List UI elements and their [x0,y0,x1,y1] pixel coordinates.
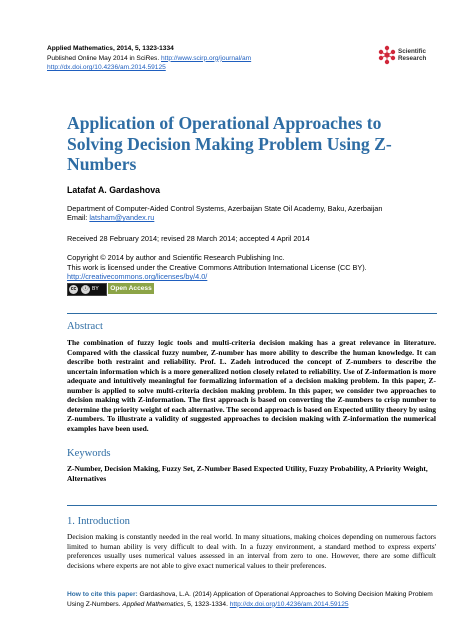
scientific-research-logo [377,45,447,67]
open-access-badge[interactable]: Open Access [108,283,154,294]
author-name: Latafat A. Gardashova [67,185,161,195]
copyright-line: Copyright © 2014 by author and Scientific Research Publishing Inc. [67,253,285,262]
journal-header [47,44,387,73]
introduction-heading: 1. Introduction [67,516,130,527]
section-divider [67,505,437,506]
citation-label: How to cite this paper: [67,591,138,598]
logo-text [398,48,426,62]
email-label: Email: [67,213,90,223]
logo-line1: Scientific [398,48,426,55]
journal-url-link[interactable]: http://www.scirp.org/journal/am [161,54,252,62]
keywords-heading: Keywords [67,448,111,459]
copyright-block [67,253,437,282]
creative-commons-icon: cc [70,286,77,292]
license-url-link[interactable]: http://creativecommons.org/licenses/by/4.0/ [67,272,208,282]
affiliation-block [67,204,437,223]
cc-by-label: BY [92,286,99,292]
email-line [67,213,437,222]
published-line [47,54,387,64]
citation-journal: Applied Mathematics [122,600,184,608]
license-line: This work is licensed under the Creative Commons Attribution International License (CC BY). [67,262,367,272]
keywords-text: Z-Number, Decision Making, Fuzzy Set, Z-Number Based Expected Utility, Fuzzy Probability, A Priority Weight, Alternatives [67,464,428,483]
citation-volume: , 5, 1323-1334. [183,600,230,608]
affiliation: Department of Computer-Aided Control Systems, Azerbaijan State Oil Academy, Baku, Azerbaijan [67,204,383,213]
received-dates: Received 28 February 2014; revised 28 March 2014; accepted 4 April 2014 [67,234,310,243]
cc-by-badge[interactable] [67,283,107,296]
section-divider [67,313,437,314]
doi-link[interactable]: http://dx.doi.org/10.4236/am.2014.59125 [47,64,166,72]
citation-doi-link[interactable]: http://dx.doi.org/10.4236/am.2014.59125 [229,600,349,608]
scientific-research-logo-icon [377,45,397,65]
published-prefix: Published Online May 2014 in SciRes. [47,54,161,62]
attribution-icon: ⓘ [82,286,89,292]
citation-block [67,590,439,609]
abstract-text: The combination of fuzzy logic tools and multi-criteria decision making has a great relevance in literature. Compared with the classical fuzzy number, Z-number has more ability to describe the human knowledge. It can describe both restraint and reliability. Prof. L. Zadeh introduced the concept of Z-numbers to describe the uncertain information which is a more generalized notion closely related to reliability. Use of Z-information is more adequate and intuitively meaningful for formalizing information of a decision making problem. In this paper, Z-number is applied to solve multi-criteria decision making problem. In this paper, we consider two approaches to decision making with Z-information. The first approach is based on converting the Z-numbers to crisp number to determine the priority weight of each alternative. The second approach is based on Expected utility theory by using Z-numbers. To illustrate a validity of suggested approaches to decision making with Z-information the numerical examples have been used. [67,338,436,433]
logo-line2: Research [398,55,427,63]
paper-title: Application of Operational Approaches to Solving Decision Making Problem Using Z-Numbers [67,113,392,175]
introduction-text: Decision making is constantly needed in the real world. In many situations, making choices depending on numerous factors limited to human ability is very difficult to deal with. In a fuzzy environment, a standard method to express experts' preferences usually uses numerical values assessed in an interval from zero to one. However, there are some difficult decisions where experts are not able to give exact numerical values to their preferences. [67,532,436,570]
journal-citation: Applied Mathematics, 2014, 5, 1323-1334 [47,45,174,52]
citation-text: Gardashova, L.A. (2014) Application of Operational Approaches to Solving Decision Making Problem Using Z-Numbers. [67,591,433,608]
abstract-heading: Abstract [67,321,103,332]
email-link[interactable]: latsham@yandex.ru [89,213,155,223]
